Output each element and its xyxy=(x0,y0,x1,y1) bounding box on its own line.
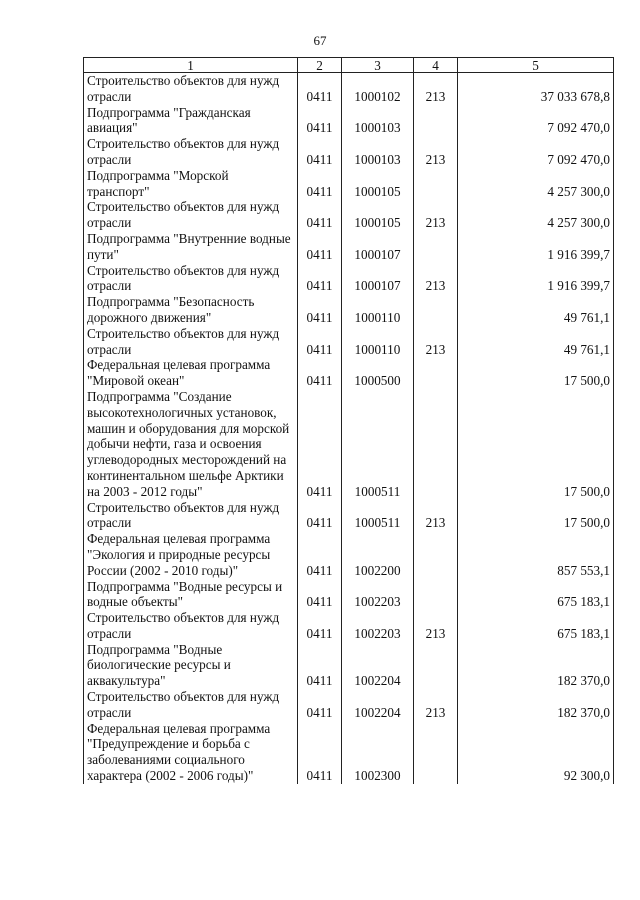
cell-name: Подпрограмма "Морской транспорт" xyxy=(84,168,298,200)
cell-expense: 213 xyxy=(414,326,458,358)
cell-amount: 4 257 300,0 xyxy=(458,199,614,231)
cell-section: 0411 xyxy=(298,531,342,578)
cell-name: Строительство объектов для нужд отрасли xyxy=(84,500,298,532)
cell-expense: 213 xyxy=(414,610,458,642)
table-row xyxy=(84,326,614,358)
cell-target: 1000105 xyxy=(342,199,414,231)
cell-amount: 857 553,1 xyxy=(458,531,614,578)
cell-name: Федеральная целевая программа "Экология и природные ресурсы России (2002 - 2010 годы)" xyxy=(84,531,298,578)
cell-name: Подпрограмма "Безопасность дорожного движения" xyxy=(84,294,298,326)
cell-name: Подпрограмма "Внутренние водные пути" xyxy=(84,231,298,263)
cell-name: Строительство объектов для нужд отрасли xyxy=(84,263,298,295)
column-header-name: 1 xyxy=(84,58,298,73)
table-row xyxy=(84,136,614,168)
cell-amount: 92 300,0 xyxy=(458,721,614,784)
cell-amount: 17 500,0 xyxy=(458,389,614,500)
cell-expense xyxy=(414,389,458,500)
cell-target: 1000105 xyxy=(342,168,414,200)
cell-amount: 49 761,1 xyxy=(458,294,614,326)
cell-target: 1000110 xyxy=(342,326,414,358)
table-row xyxy=(84,389,614,500)
cell-expense xyxy=(414,105,458,137)
budget-table xyxy=(83,57,614,784)
table-row xyxy=(84,231,614,263)
table-row xyxy=(84,105,614,137)
cell-target: 1000107 xyxy=(342,263,414,295)
cell-target: 1000511 xyxy=(342,500,414,532)
cell-expense xyxy=(414,579,458,611)
cell-expense xyxy=(414,642,458,689)
cell-section: 0411 xyxy=(298,263,342,295)
table-row xyxy=(84,642,614,689)
cell-section: 0411 xyxy=(298,357,342,389)
cell-name: Строительство объектов для нужд отрасли xyxy=(84,689,298,721)
table-row xyxy=(84,73,614,105)
cell-target: 1000110 xyxy=(342,294,414,326)
cell-target: 1000103 xyxy=(342,105,414,137)
cell-name: Строительство объектов для нужд отрасли xyxy=(84,73,298,105)
cell-section: 0411 xyxy=(298,721,342,784)
table-row xyxy=(84,500,614,532)
table-row xyxy=(84,721,614,784)
cell-name: Строительство объектов для нужд отрасли xyxy=(84,326,298,358)
cell-name: Подпрограмма "Водные биологические ресурсы и аквакультура" xyxy=(84,642,298,689)
table-row xyxy=(84,294,614,326)
cell-section: 0411 xyxy=(298,689,342,721)
cell-name: Федеральная целевая программа "Предупреждение и борьба с заболеваниями социального характера (2002 - 2006 годы)" xyxy=(84,721,298,784)
cell-target: 1002204 xyxy=(342,642,414,689)
cell-section: 0411 xyxy=(298,500,342,532)
cell-expense: 213 xyxy=(414,263,458,295)
table-row xyxy=(84,689,614,721)
cell-amount: 1 916 399,7 xyxy=(458,263,614,295)
cell-target: 1002300 xyxy=(342,721,414,784)
cell-amount: 17 500,0 xyxy=(458,357,614,389)
cell-section: 0411 xyxy=(298,199,342,231)
cell-expense xyxy=(414,168,458,200)
cell-amount: 37 033 678,8 xyxy=(458,73,614,105)
cell-amount: 675 183,1 xyxy=(458,579,614,611)
cell-target: 1002200 xyxy=(342,531,414,578)
cell-amount: 4 257 300,0 xyxy=(458,168,614,200)
cell-section: 0411 xyxy=(298,136,342,168)
cell-section: 0411 xyxy=(298,73,342,105)
cell-name: Подпрограмма "Водные ресурсы и водные объекты" xyxy=(84,579,298,611)
cell-name: Федеральная целевая программа "Мировой океан" xyxy=(84,357,298,389)
cell-section: 0411 xyxy=(298,105,342,137)
cell-expense xyxy=(414,231,458,263)
cell-amount: 182 370,0 xyxy=(458,642,614,689)
cell-section: 0411 xyxy=(298,326,342,358)
cell-section: 0411 xyxy=(298,389,342,500)
table-row xyxy=(84,579,614,611)
cell-section: 0411 xyxy=(298,610,342,642)
table-row xyxy=(84,168,614,200)
table-row xyxy=(84,263,614,295)
cell-target: 1002203 xyxy=(342,579,414,611)
cell-name: Строительство объектов для нужд отрасли xyxy=(84,610,298,642)
cell-target: 1002204 xyxy=(342,689,414,721)
table-body xyxy=(84,73,614,784)
cell-amount: 1 916 399,7 xyxy=(458,231,614,263)
cell-expense xyxy=(414,294,458,326)
cell-expense xyxy=(414,531,458,578)
table-row xyxy=(84,199,614,231)
cell-target: 1000103 xyxy=(342,136,414,168)
cell-expense: 213 xyxy=(414,199,458,231)
cell-expense: 213 xyxy=(414,689,458,721)
cell-amount: 7 092 470,0 xyxy=(458,136,614,168)
cell-name: Строительство объектов для нужд отрасли xyxy=(84,136,298,168)
cell-name: Подпрограмма "Гражданская авиация" xyxy=(84,105,298,137)
table-row xyxy=(84,531,614,578)
cell-expense: 213 xyxy=(414,73,458,105)
column-header-target: 3 xyxy=(342,58,414,73)
cell-target: 1000107 xyxy=(342,231,414,263)
table-row xyxy=(84,357,614,389)
cell-name: Подпрограмма "Создание высокотехнологичных установок, машин и оборудования для морской добычи нефти, газа и освоения углеводородных месторождений на континентальном шельфе Арктики на 2003 - 2012 годы" xyxy=(84,389,298,500)
cell-section: 0411 xyxy=(298,231,342,263)
cell-target: 1000102 xyxy=(342,73,414,105)
cell-amount: 49 761,1 xyxy=(458,326,614,358)
cell-amount: 675 183,1 xyxy=(458,610,614,642)
cell-name: Строительство объектов для нужд отрасли xyxy=(84,199,298,231)
cell-section: 0411 xyxy=(298,642,342,689)
column-header-amount: 5 xyxy=(458,58,614,73)
cell-section: 0411 xyxy=(298,579,342,611)
cell-amount: 17 500,0 xyxy=(458,500,614,532)
header-row xyxy=(84,58,614,73)
cell-target: 1002203 xyxy=(342,610,414,642)
cell-amount: 7 092 470,0 xyxy=(458,105,614,137)
cell-expense: 213 xyxy=(414,500,458,532)
cell-target: 1000500 xyxy=(342,357,414,389)
cell-section: 0411 xyxy=(298,168,342,200)
column-header-expense: 4 xyxy=(414,58,458,73)
cell-section: 0411 xyxy=(298,294,342,326)
cell-target: 1000511 xyxy=(342,389,414,500)
cell-expense: 213 xyxy=(414,136,458,168)
page-number: 67 xyxy=(313,33,327,48)
column-header-section: 2 xyxy=(298,58,342,73)
cell-expense xyxy=(414,357,458,389)
cell-expense xyxy=(414,721,458,784)
cell-amount: 182 370,0 xyxy=(458,689,614,721)
table-row xyxy=(84,610,614,642)
